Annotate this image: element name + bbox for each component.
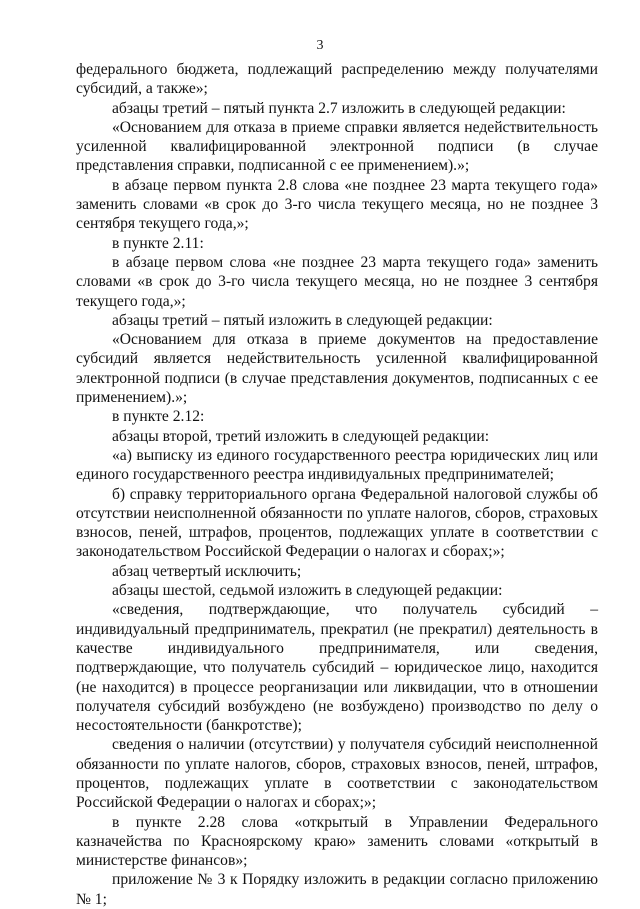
- paragraph: приложение № 3 к Порядку изложить в редакции согласно приложению № 1;: [76, 871, 598, 908]
- paragraph: в пункте 2.11:: [112, 234, 204, 252]
- paragraph: абзацы шестой, седьмой изложить в следующей редакции:: [112, 582, 503, 600]
- paragraph: абзацы третий – пятый пункта 2.7 изложить в следующей редакции:: [112, 99, 566, 117]
- paragraph: в абзаце первом пункта 2.8 слова «не позднее 23 марта текущего года» заменить словами «в срок до 3-го числа текущего месяца, но не позднее 3 сентября текущего года,»;: [76, 176, 598, 233]
- paragraph: «Основанием для отказа в приеме документов на предоставление субсидий является недействительность усиленной квалифицированной электронной подписи (в случае представления документов, подписанных с ее применением).»;: [76, 331, 598, 407]
- paragraph: в пункте 2.12:: [112, 408, 205, 426]
- paragraph: «Основанием для отказа в приеме справки является недействительность усиленной квалифицированной электронной подписи (в случае представления справки, подписанной с ее применением).»;: [76, 118, 598, 175]
- paragraph: абзацы второй, третий изложить в следующей редакции:: [112, 427, 490, 445]
- paragraph: федерального бюджета, подлежащий распределению между получателями субсидий, а также»;: [76, 61, 598, 98]
- paragraph: абзац четвертый исключить;: [112, 562, 302, 580]
- paragraph: в пункте 2.28 слова «открытый в Управлении Федерального казначейства по Красноярскому краю» заменить словами «открытый в министерстве финансов»;: [76, 813, 598, 870]
- paragraph: «сведения, подтверждающие, что получатель субсидий – индивидуальный предприниматель, прекратил (не прекратил) деятельность в качестве индивидуального предпринимателя, или сведения, подтверждающие, что получатель субсидий – юридическое лицо, находится (не находится) в процессе реорганизации или ликвидации, что в отношении получателя субсидий возбуждено (не возбуждено) производство по делу о несостоятельности (банкротстве);: [76, 601, 598, 735]
- paragraph: сведения о наличии (отсутствии) у получателя субсидий неисполненной обязанности по уплате налогов, сборов, страховых взносов, пеней, штрафов, процентов, подлежащих уплате в соответствии с законодательством Российской Федерации о налогах и сборах;»;: [76, 736, 598, 812]
- document-body: [76, 60, 598, 909]
- paragraph: абзацы третий – пятый изложить в следующей редакции:: [112, 311, 493, 329]
- paragraph: б) справку территориального органа Федеральной налоговой службы об отсутствии неисполненной обязанности по уплате налогов, сборов, страховых взносов, пеней, штрафов, процентов, подлежащих уплате в соответствии с законодательством Российской Федерации о налогах и сборах;»;: [76, 485, 598, 561]
- paragraph: «а) выписку из единого государственного реестра юридических лиц или единого государственного реестра индивидуальных предпринимателей;: [76, 446, 598, 484]
- paragraph: в абзаце первом слова «не позднее 23 марта текущего года» заменить словами «в срок до 3-го числа текущего месяца, но не позднее 3 сентября текущего года,»;: [76, 253, 598, 310]
- page-number: 3: [316, 38, 324, 53]
